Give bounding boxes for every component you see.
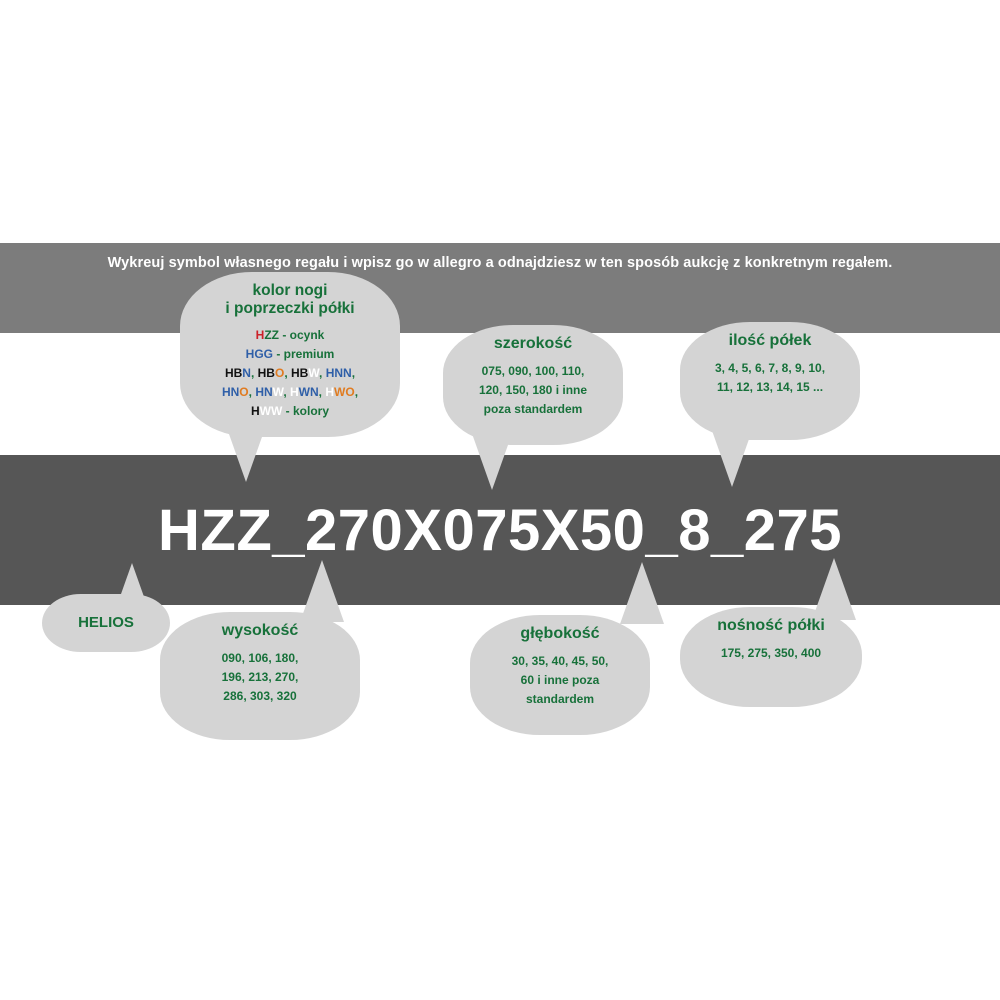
bubble-ilosc-title: ilość półek — [728, 332, 812, 349]
kolor-line-1: HZZ - ocynk — [255, 327, 325, 342]
glebokosc-line-3: standardem — [525, 691, 595, 706]
bubble-ilosc-polek — [680, 322, 860, 440]
glebokosc-line-1: 30, 35, 40, 45, 50, — [511, 654, 609, 669]
szerokosc-line-1: 075, 090, 100, 110, — [481, 364, 585, 379]
product-code: HZZ_270X075X50_8_275 — [158, 498, 842, 563]
bubble-glebokosc — [470, 615, 650, 735]
kolor-line-3: HBN, HBO, HBW, HNN, — [224, 366, 356, 380]
bubble-glebokosc-values — [482, 652, 638, 708]
bubble-szerokosc — [443, 325, 623, 445]
bubble-nosnosc-values — [692, 644, 850, 663]
ilosc-line-1: 3, 4, 5, 6, 7, 8, 9, 10, — [714, 361, 826, 376]
bubble-kolor-title-line2: i poprzeczki półki — [225, 299, 355, 317]
bubble-helios-brand — [42, 594, 170, 652]
szerokosc-line-3: poza standardem — [483, 401, 583, 416]
brand-label: HELIOS — [78, 614, 134, 632]
bubble-kolor-values — [192, 326, 388, 422]
wysokosc-line-1: 090, 106, 180, — [221, 651, 299, 666]
bubble-glebokosc-title: głębokość — [520, 625, 600, 642]
kolor-line-5: HWW - kolory — [250, 404, 329, 419]
szerokosc-line-2: 120, 150, 180 i inne — [478, 382, 588, 397]
bubble-kolor-title-line1: kolor nogi — [252, 282, 328, 299]
pointer-glebokosc — [620, 562, 664, 624]
kolor-line-4: HNO, HNW, HWN, HWO, — [221, 385, 359, 400]
ilosc-line-2: 11, 12, 13, 14, 15 ... — [716, 379, 824, 394]
nosnosc-line-1: 175, 275, 350, 400 — [720, 646, 822, 661]
bubble-wysokosc — [160, 612, 360, 740]
bubble-wysokosc-title: wysokość — [221, 622, 299, 639]
bubble-nosnosc-polki — [680, 607, 862, 707]
wysokosc-line-2: 196, 213, 270, — [221, 669, 299, 684]
bubble-szerokosc-values — [455, 362, 611, 418]
wysokosc-line-3: 286, 303, 320 — [223, 688, 297, 703]
glebokosc-line-2: 60 i inne poza — [520, 672, 600, 687]
bubble-nosnosc-title: nośność półki — [717, 617, 825, 634]
instruction-text: Wykreuj symbol własnego regału i wpisz go w allegro a odnajdziesz w ten sposób aukcję z konkretnym regałem. — [107, 255, 893, 271]
bubble-ilosc-values — [692, 359, 848, 396]
bubble-kolor-nogi — [180, 272, 400, 437]
kolor-line-2: HGG - premium — [245, 346, 335, 361]
bubble-szerokosc-title: szerokość — [493, 335, 573, 352]
bubble-kolor-title — [192, 282, 388, 318]
bubble-wysokosc-values — [172, 649, 348, 705]
